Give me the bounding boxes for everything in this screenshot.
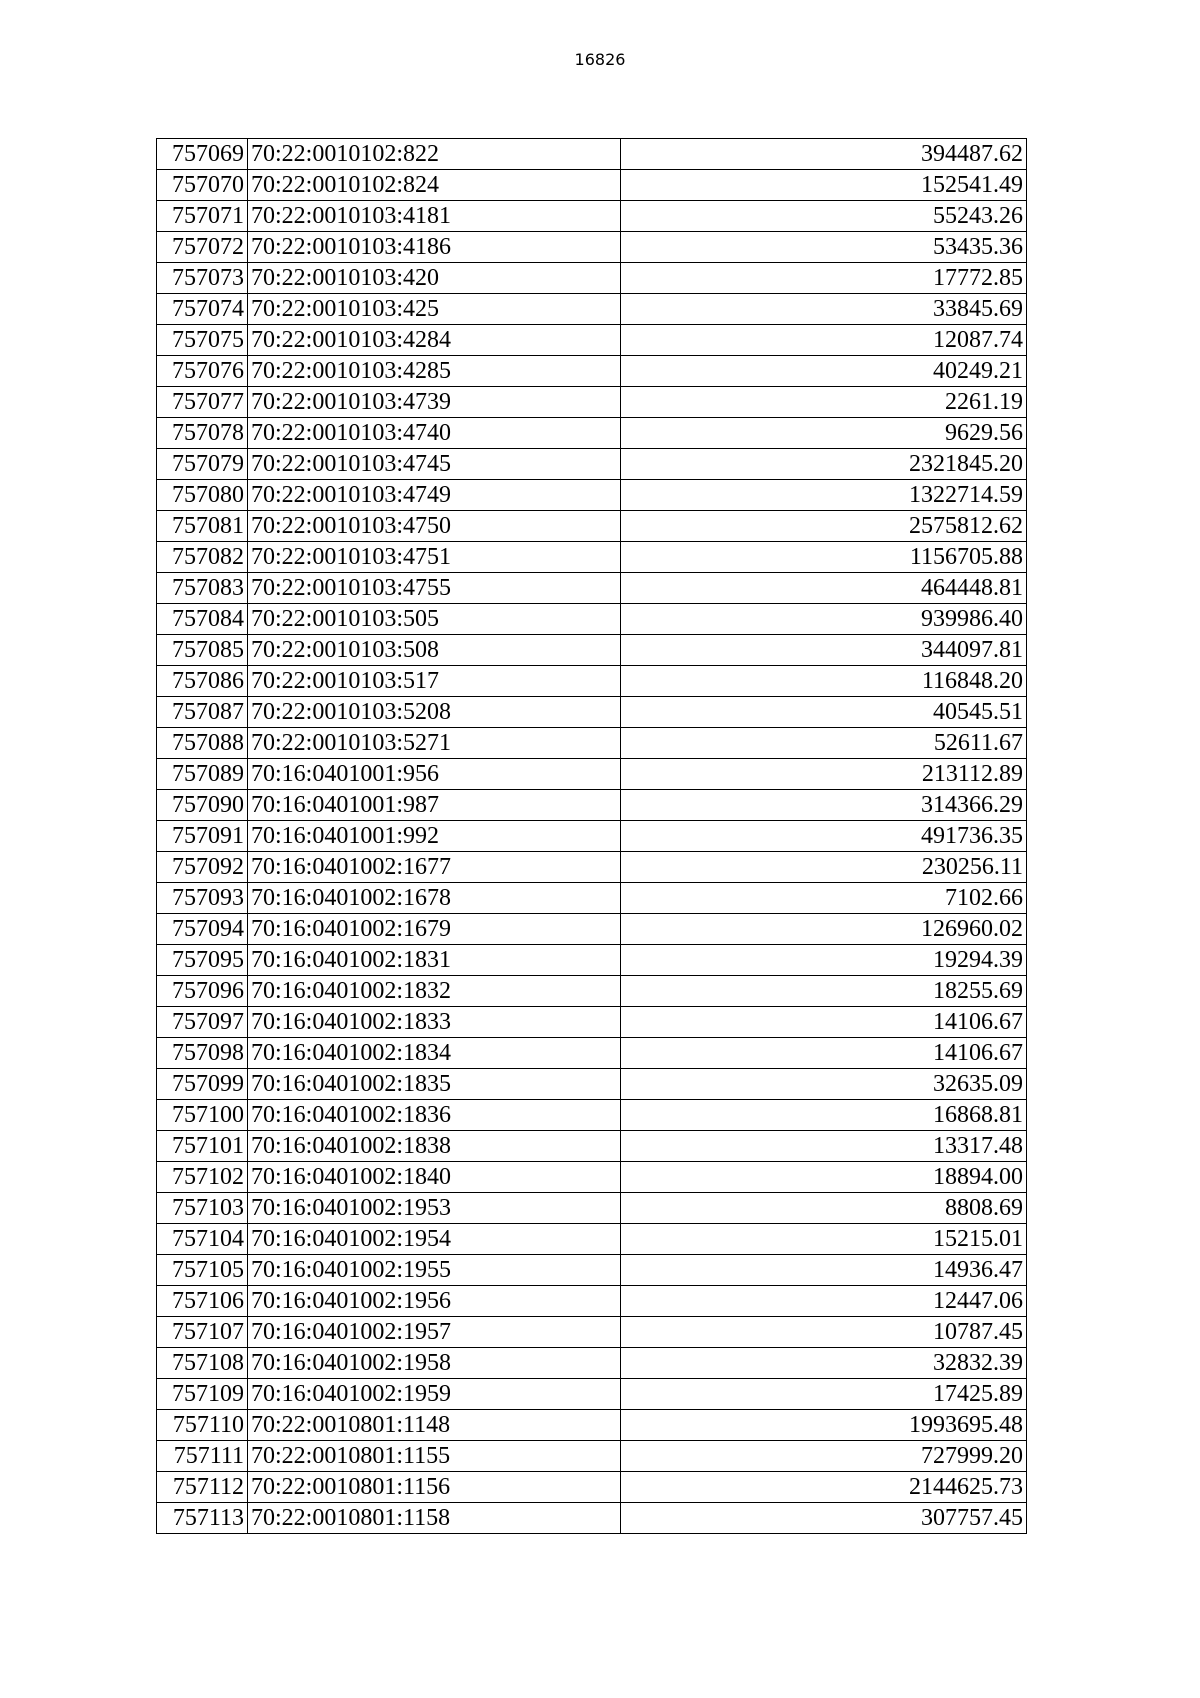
table-row [157, 914, 1027, 945]
cadastral-number-cell: 70:22:0010103:505 [248, 604, 621, 635]
row-number-cell: 757078 [157, 418, 248, 449]
value-cell: 17772.85 [621, 263, 1027, 294]
cadastral-number-cell: 70:16:0401002:1835 [248, 1069, 621, 1100]
table-row [157, 759, 1027, 790]
cadastral-number-cell: 70:22:0010103:4751 [248, 542, 621, 573]
table-row [157, 294, 1027, 325]
table-body [157, 139, 1027, 1534]
row-number-cell: 757098 [157, 1038, 248, 1069]
row-number-cell: 757079 [157, 449, 248, 480]
value-cell: 230256.11 [621, 852, 1027, 883]
cadastral-number-cell: 70:22:0010103:420 [248, 263, 621, 294]
row-number-cell: 757100 [157, 1100, 248, 1131]
value-cell: 40249.21 [621, 356, 1027, 387]
value-cell: 17425.89 [621, 1379, 1027, 1410]
value-cell: 727999.20 [621, 1441, 1027, 1472]
cadastral-number-cell: 70:16:0401002:1955 [248, 1255, 621, 1286]
row-number-cell: 757110 [157, 1410, 248, 1441]
cadastral-number-cell: 70:22:0010103:425 [248, 294, 621, 325]
cadastral-number-cell: 70:22:0010103:4181 [248, 201, 621, 232]
cadastral-number-cell: 70:22:0010103:4749 [248, 480, 621, 511]
row-number-cell: 757077 [157, 387, 248, 418]
row-number-cell: 757083 [157, 573, 248, 604]
cadastral-number-cell: 70:22:0010801:1148 [248, 1410, 621, 1441]
cadastral-number-cell: 70:22:0010103:4739 [248, 387, 621, 418]
table-row [157, 542, 1027, 573]
value-cell: 491736.35 [621, 821, 1027, 852]
table-row [157, 1472, 1027, 1503]
value-cell: 307757.45 [621, 1503, 1027, 1534]
row-number-cell: 757093 [157, 883, 248, 914]
row-number-cell: 757099 [157, 1069, 248, 1100]
cadastral-number-cell: 70:22:0010103:4285 [248, 356, 621, 387]
cadastral-number-cell: 70:22:0010103:508 [248, 635, 621, 666]
cadastral-number-cell: 70:16:0401002:1838 [248, 1131, 621, 1162]
value-cell: 1322714.59 [621, 480, 1027, 511]
cadastral-number-cell: 70:16:0401001:956 [248, 759, 621, 790]
table-row [157, 821, 1027, 852]
cadastral-number-cell: 70:16:0401002:1959 [248, 1379, 621, 1410]
row-number-cell: 757106 [157, 1286, 248, 1317]
row-number-cell: 757080 [157, 480, 248, 511]
row-number-cell: 757107 [157, 1317, 248, 1348]
row-number-cell: 757082 [157, 542, 248, 573]
value-cell: 2261.19 [621, 387, 1027, 418]
table-row [157, 1162, 1027, 1193]
value-cell: 12087.74 [621, 325, 1027, 356]
table-row [157, 1038, 1027, 1069]
cadastral-number-cell: 70:22:0010103:5208 [248, 697, 621, 728]
cadastral-number-cell: 70:22:0010801:1156 [248, 1472, 621, 1503]
cadastral-number-cell: 70:16:0401001:992 [248, 821, 621, 852]
table-row [157, 1069, 1027, 1100]
cadastral-number-cell: 70:16:0401001:987 [248, 790, 621, 821]
row-number-cell: 757070 [157, 170, 248, 201]
cadastral-number-cell: 70:16:0401002:1678 [248, 883, 621, 914]
row-number-cell: 757105 [157, 1255, 248, 1286]
row-number-cell: 757084 [157, 604, 248, 635]
row-number-cell: 757102 [157, 1162, 248, 1193]
table-row [157, 480, 1027, 511]
table-row [157, 1410, 1027, 1441]
cadastral-number-cell: 70:22:0010103:5271 [248, 728, 621, 759]
value-cell: 464448.81 [621, 573, 1027, 604]
row-number-cell: 757097 [157, 1007, 248, 1038]
row-number-cell: 757075 [157, 325, 248, 356]
cadastral-number-cell: 70:16:0401002:1677 [248, 852, 621, 883]
row-number-cell: 757101 [157, 1131, 248, 1162]
table-row [157, 573, 1027, 604]
table-row [157, 976, 1027, 1007]
row-number-cell: 757076 [157, 356, 248, 387]
table-row [157, 666, 1027, 697]
row-number-cell: 757094 [157, 914, 248, 945]
table-row [157, 1007, 1027, 1038]
value-cell: 19294.39 [621, 945, 1027, 976]
table-row [157, 635, 1027, 666]
value-cell: 9629.56 [621, 418, 1027, 449]
value-cell: 18894.00 [621, 1162, 1027, 1193]
cadastral-number-cell: 70:16:0401002:1954 [248, 1224, 621, 1255]
table-row [157, 728, 1027, 759]
table-row [157, 356, 1027, 387]
table-row [157, 1441, 1027, 1472]
table-row [157, 418, 1027, 449]
table-row [157, 697, 1027, 728]
cadastral-number-cell: 70:22:0010103:517 [248, 666, 621, 697]
value-cell: 8808.69 [621, 1193, 1027, 1224]
value-cell: 1993695.48 [621, 1410, 1027, 1441]
value-cell: 126960.02 [621, 914, 1027, 945]
row-number-cell: 757096 [157, 976, 248, 1007]
table-row [157, 170, 1027, 201]
cadastral-number-cell: 70:22:0010801:1155 [248, 1441, 621, 1472]
cadastral-number-cell: 70:16:0401002:1832 [248, 976, 621, 1007]
row-number-cell: 757112 [157, 1472, 248, 1503]
cadastral-number-cell: 70:22:0010103:4745 [248, 449, 621, 480]
row-number-cell: 757089 [157, 759, 248, 790]
table-row [157, 790, 1027, 821]
row-number-cell: 757071 [157, 201, 248, 232]
value-cell: 12447.06 [621, 1286, 1027, 1317]
row-number-cell: 757087 [157, 697, 248, 728]
table-row [157, 1193, 1027, 1224]
value-cell: 14106.67 [621, 1007, 1027, 1038]
table-row [157, 1317, 1027, 1348]
cadastral-number-cell: 70:22:0010103:4186 [248, 232, 621, 263]
row-number-cell: 757095 [157, 945, 248, 976]
cadastral-number-cell: 70:16:0401002:1957 [248, 1317, 621, 1348]
table-row [157, 883, 1027, 914]
value-cell: 10787.45 [621, 1317, 1027, 1348]
cadastral-number-cell: 70:22:0010102:824 [248, 170, 621, 201]
cadastral-number-cell: 70:22:0010801:1158 [248, 1503, 621, 1534]
cadastral-number-cell: 70:22:0010103:4755 [248, 573, 621, 604]
row-number-cell: 757091 [157, 821, 248, 852]
cadastral-number-cell: 70:16:0401002:1836 [248, 1100, 621, 1131]
value-cell: 314366.29 [621, 790, 1027, 821]
row-number-cell: 757086 [157, 666, 248, 697]
value-cell: 55243.26 [621, 201, 1027, 232]
value-cell: 13317.48 [621, 1131, 1027, 1162]
value-cell: 14936.47 [621, 1255, 1027, 1286]
value-cell: 40545.51 [621, 697, 1027, 728]
value-cell: 2321845.20 [621, 449, 1027, 480]
table-row [157, 1131, 1027, 1162]
table-row [157, 263, 1027, 294]
value-cell: 53435.36 [621, 232, 1027, 263]
table-row [157, 1379, 1027, 1410]
table-row [157, 1255, 1027, 1286]
value-cell: 213112.89 [621, 759, 1027, 790]
row-number-cell: 757074 [157, 294, 248, 325]
value-cell: 14106.67 [621, 1038, 1027, 1069]
cadastral-number-cell: 70:16:0401002:1833 [248, 1007, 621, 1038]
row-number-cell: 757113 [157, 1503, 248, 1534]
cadastral-number-cell: 70:16:0401002:1958 [248, 1348, 621, 1379]
cadastral-number-cell: 70:16:0401002:1834 [248, 1038, 621, 1069]
row-number-cell: 757090 [157, 790, 248, 821]
value-cell: 2144625.73 [621, 1472, 1027, 1503]
cadastral-number-cell: 70:22:0010103:4750 [248, 511, 621, 542]
cadastral-number-cell: 70:16:0401002:1679 [248, 914, 621, 945]
value-cell: 33845.69 [621, 294, 1027, 325]
table-row [157, 449, 1027, 480]
row-number-cell: 757104 [157, 1224, 248, 1255]
page-number: 16826 [574, 50, 626, 69]
value-cell: 2575812.62 [621, 511, 1027, 542]
table-row [157, 852, 1027, 883]
value-cell: 15215.01 [621, 1224, 1027, 1255]
row-number-cell: 757069 [157, 139, 248, 170]
value-cell: 7102.66 [621, 883, 1027, 914]
value-cell: 52611.67 [621, 728, 1027, 759]
value-cell: 16868.81 [621, 1100, 1027, 1131]
table-row [157, 387, 1027, 418]
value-cell: 344097.81 [621, 635, 1027, 666]
row-number-cell: 757073 [157, 263, 248, 294]
row-number-cell: 757072 [157, 232, 248, 263]
cadastral-number-cell: 70:16:0401002:1840 [248, 1162, 621, 1193]
row-number-cell: 757111 [157, 1441, 248, 1472]
value-cell: 32635.09 [621, 1069, 1027, 1100]
table-row [157, 511, 1027, 542]
row-number-cell: 757108 [157, 1348, 248, 1379]
cadastral-number-cell: 70:16:0401002:1831 [248, 945, 621, 976]
table-row [157, 1224, 1027, 1255]
row-number-cell: 757103 [157, 1193, 248, 1224]
table-row [157, 325, 1027, 356]
row-number-cell: 757109 [157, 1379, 248, 1410]
value-cell: 394487.62 [621, 139, 1027, 170]
cadastral-number-cell: 70:16:0401002:1956 [248, 1286, 621, 1317]
table-row [157, 139, 1027, 170]
row-number-cell: 757085 [157, 635, 248, 666]
value-cell: 18255.69 [621, 976, 1027, 1007]
table-row [157, 1100, 1027, 1131]
value-cell: 152541.49 [621, 170, 1027, 201]
value-cell: 116848.20 [621, 666, 1027, 697]
table-row [157, 201, 1027, 232]
table-row [157, 1503, 1027, 1534]
cadastral-number-cell: 70:22:0010103:4740 [248, 418, 621, 449]
cadastral-value-table [156, 138, 1027, 1534]
row-number-cell: 757081 [157, 511, 248, 542]
cadastral-number-cell: 70:22:0010103:4284 [248, 325, 621, 356]
table-row [157, 1348, 1027, 1379]
table-row [157, 604, 1027, 635]
value-cell: 32832.39 [621, 1348, 1027, 1379]
cadastral-number-cell: 70:16:0401002:1953 [248, 1193, 621, 1224]
table-row [157, 1286, 1027, 1317]
table-row [157, 945, 1027, 976]
table-row [157, 232, 1027, 263]
cadastral-number-cell: 70:22:0010102:822 [248, 139, 621, 170]
row-number-cell: 757088 [157, 728, 248, 759]
value-cell: 939986.40 [621, 604, 1027, 635]
value-cell: 1156705.88 [621, 542, 1027, 573]
row-number-cell: 757092 [157, 852, 248, 883]
